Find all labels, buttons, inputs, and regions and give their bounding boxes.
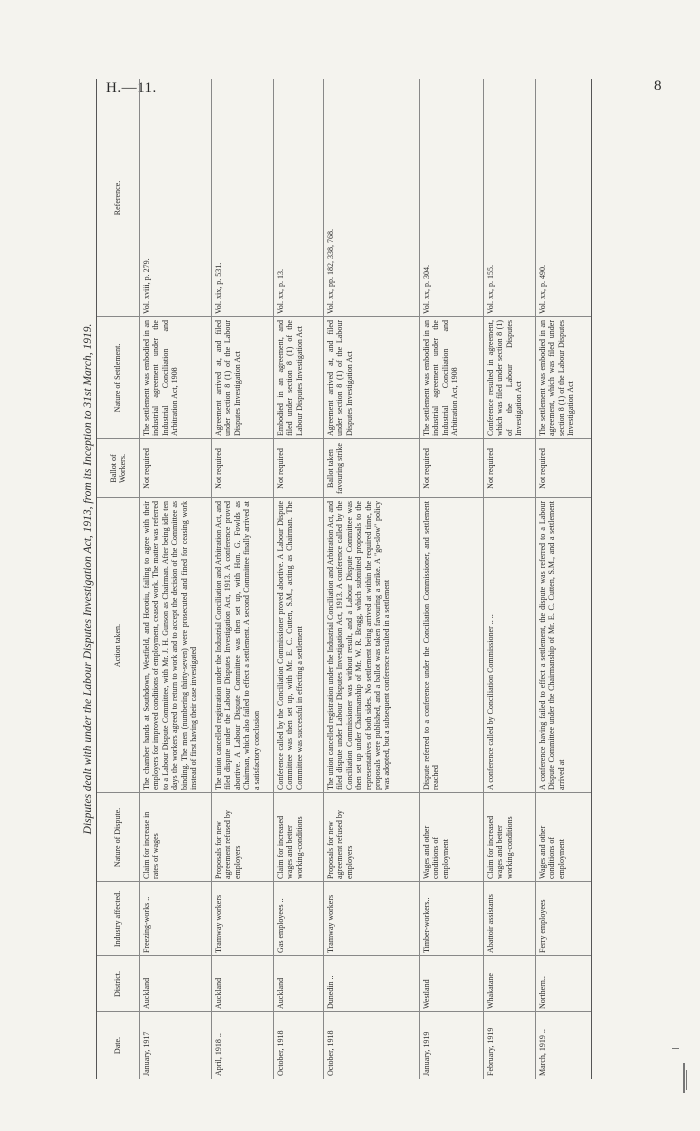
cell-nature: Wages and other conditions of employment bbox=[538, 825, 566, 879]
cell-action: The chamber hands at Southdown, Westfield, and Horotiu, failing to agree with their employers for improved conditions of employment, ceased work. The matter was referred to a Labour Dispute Committee, with Mr. J. H. Gunson as Chairman. After being idle ten days the workers agreed to return to work and to accept the decision of the Committee as binding. The men (numbering thirty-seven) were prosecuted and fined for ceasing work instead of first having their case investigated bbox=[142, 501, 199, 790]
cell-industry: Timber-workers.. bbox=[422, 897, 431, 953]
cell-reference: Vol. xx, p. 13. bbox=[276, 269, 285, 314]
cell-nature: Proposals for new agreement refused by employers bbox=[214, 810, 242, 879]
cell-settlement: Conference resulted in agreement, which was filed under section 8 (1) of the Labour Disputes Investigation Act bbox=[486, 320, 524, 436]
table-row bbox=[273, 79, 324, 1079]
column-divider bbox=[97, 1011, 591, 1012]
cell-ballot: Not required bbox=[538, 448, 547, 489]
cell-ballot: Not required bbox=[142, 448, 151, 489]
cell-ballot: Ballot taken favouring strike bbox=[326, 443, 345, 494]
report-code: H.—11. bbox=[106, 80, 157, 96]
table-caption: Disputes dealt with under the Labour Disputes Investigation Act, 1913, from its Inception to 31st March, 1919. bbox=[82, 323, 94, 835]
scan-mark bbox=[683, 1063, 685, 1093]
header-action: Action taken. bbox=[113, 623, 123, 668]
header-industry: Industry affected. bbox=[113, 890, 123, 948]
header-nature: Nature of Dispute. bbox=[113, 807, 123, 868]
scan-mark bbox=[686, 1070, 687, 1090]
cell-ballot: Not required bbox=[214, 448, 223, 489]
cell-settlement: The settlement was embodied in an agreement, which was filed under section 8 (1) of the Labour Disputes Investigation Act bbox=[538, 320, 576, 436]
cell-settlement: The settlement was embodied in an industrial agreement under the Industrial Conciliation and Arbitration Act, 1908 bbox=[142, 320, 180, 436]
cell-district: Dunedin .. bbox=[326, 975, 335, 1009]
cell-action: A conference having failed to effect a settlement, the dispute was referred to a Labour Dispute Committee under the Chairmanship of Mr. E. C. Cutten, S.M., and a settlement arrived at bbox=[538, 501, 566, 790]
cell-reference: Vol. xx, p. 155. bbox=[486, 265, 495, 314]
cell-settlement: Agreement arrived at, and filed under section 8 (1) of the Labour Disputes Investigation Act bbox=[326, 320, 354, 436]
column-divider bbox=[97, 792, 591, 793]
cell-nature: Proposals for new agreement refused by employers bbox=[326, 810, 354, 879]
cell-action: A conference called by Conciliation Commissioner .. .. bbox=[486, 614, 495, 790]
table-header-row bbox=[97, 79, 139, 1079]
cell-industry: Tramway workers bbox=[214, 894, 223, 953]
cell-settlement: Agreement arrived at, and filed under section 8 (1) of the Labour Disputes Investigation Act bbox=[214, 320, 242, 436]
scan-mark bbox=[672, 1048, 679, 1049]
header-ballot: Ballot of Workers. bbox=[108, 454, 127, 483]
cell-ballot: Not required bbox=[486, 448, 495, 489]
cell-nature: Claim for increased wages and better working-conditions bbox=[486, 815, 514, 879]
cell-date: January, 1917 bbox=[142, 1031, 151, 1076]
disputes-table bbox=[96, 79, 592, 1079]
table-row bbox=[535, 79, 592, 1079]
header-date: Date. bbox=[113, 1036, 123, 1055]
cell-industry: Abattoir assistants bbox=[486, 894, 495, 953]
header-district: District. bbox=[113, 971, 123, 997]
cell-district: Northern.. bbox=[538, 976, 547, 1009]
cell-reference: Vol. xix, p. 531. bbox=[214, 262, 223, 314]
table-row bbox=[419, 79, 484, 1079]
cell-industry: Gas employees .. bbox=[276, 898, 285, 953]
cell-industry: Freezing-works .. bbox=[142, 896, 151, 953]
table-row bbox=[483, 79, 536, 1079]
column-divider bbox=[97, 497, 591, 498]
cell-reference: Vol. xx, p. 490. bbox=[538, 265, 547, 314]
cell-ballot: Not required bbox=[276, 448, 285, 489]
column-divider bbox=[97, 881, 591, 882]
column-divider bbox=[97, 955, 591, 956]
cell-action: The union cancelled registration under the Industrial Conciliation and Arbitration Act, and filed dispute under Labour Disputes Investigation Act, 1913. A conference called by the Conciliation Commissioner was without result, and a Labour Dispute Committee was then set up under Chairmanship of Mr. W. R. Bragg, which submitted proposals to the representatives of both sides. No settlement being arrived at within the required time, the proposals were published, and a ballot was taken favouring a strike. A "go-slow" policy was adopted, but a subsequent conference resulted in a settlement bbox=[326, 501, 392, 790]
cell-settlement: Embodied in an agreement, and filed under section 8 (1) of the Labour Disputes Investigation Act bbox=[276, 320, 304, 436]
cell-nature: Claim for increased wages and better working-conditions bbox=[276, 815, 304, 879]
cell-action: Dispute referred to a conference under the Conciliation Commissioner, and settlement reached bbox=[422, 501, 441, 790]
cell-district: Auckland bbox=[276, 977, 285, 1009]
table-row bbox=[139, 79, 212, 1079]
cell-settlement: The settlement was embodied in an industrial agreement under the Industrial Conciliation and Arbitration Act, 1908 bbox=[422, 320, 460, 436]
page-number: 8 bbox=[654, 78, 662, 94]
cell-nature: Claim for increase in rates of wages bbox=[142, 811, 161, 879]
header-reference: Reference. bbox=[113, 180, 123, 216]
cell-date: October, 1918 bbox=[276, 1030, 285, 1076]
cell-date: January, 1919 bbox=[422, 1031, 431, 1076]
cell-industry: Tramway workers bbox=[326, 894, 335, 953]
cell-reference: Vol. xx, p. 304. bbox=[422, 265, 431, 314]
cell-date: March, 1919 .. bbox=[538, 1029, 547, 1076]
cell-reference: Vol. xviii, p. 279. bbox=[142, 258, 151, 314]
cell-industry: Ferry employees bbox=[538, 899, 547, 953]
rotated-table-region bbox=[82, 79, 602, 1079]
cell-date: October, 1918 bbox=[326, 1030, 335, 1076]
cell-reference: Vol. xx, pp. 182, 338, 768. bbox=[326, 229, 335, 314]
cell-district: Auckland bbox=[214, 977, 223, 1009]
column-divider bbox=[97, 316, 591, 317]
cell-date: February, 1919 bbox=[486, 1027, 495, 1076]
cell-district: Auckland bbox=[142, 977, 151, 1009]
table-row bbox=[211, 79, 274, 1079]
header-settlement: Nature of Settlement. bbox=[113, 343, 123, 413]
cell-date: April, 1918 .. bbox=[214, 1033, 223, 1076]
cell-district: Westland bbox=[422, 979, 431, 1009]
cell-action: Conference called by the Conciliation Commissioner proved abortive. A Labour Dispute Committee was then set up, with Mr. E. C. Cutten, S.M., acting as Chairman. The Committee was successful in effecting a settlement bbox=[276, 501, 304, 790]
cell-ballot: Not required bbox=[422, 448, 431, 489]
cell-action: The union cancelled registration under the Industrial Conciliation and Arbitration Act, and filed dispute under the Labour Disputes Investigation Act, 1913. A conference proved abortive. A Labour Dispute Committee was then set up, with Hon. G. Fowlds as Chairman, which also failed to effect a settlement. A second Committee finally arrived at a satisfactory conclusion bbox=[214, 501, 261, 790]
cell-nature: Wages and other conditions of employment bbox=[422, 825, 450, 879]
cell-district: Whakatane bbox=[486, 973, 495, 1009]
table-row bbox=[323, 79, 420, 1079]
column-divider bbox=[97, 438, 591, 439]
